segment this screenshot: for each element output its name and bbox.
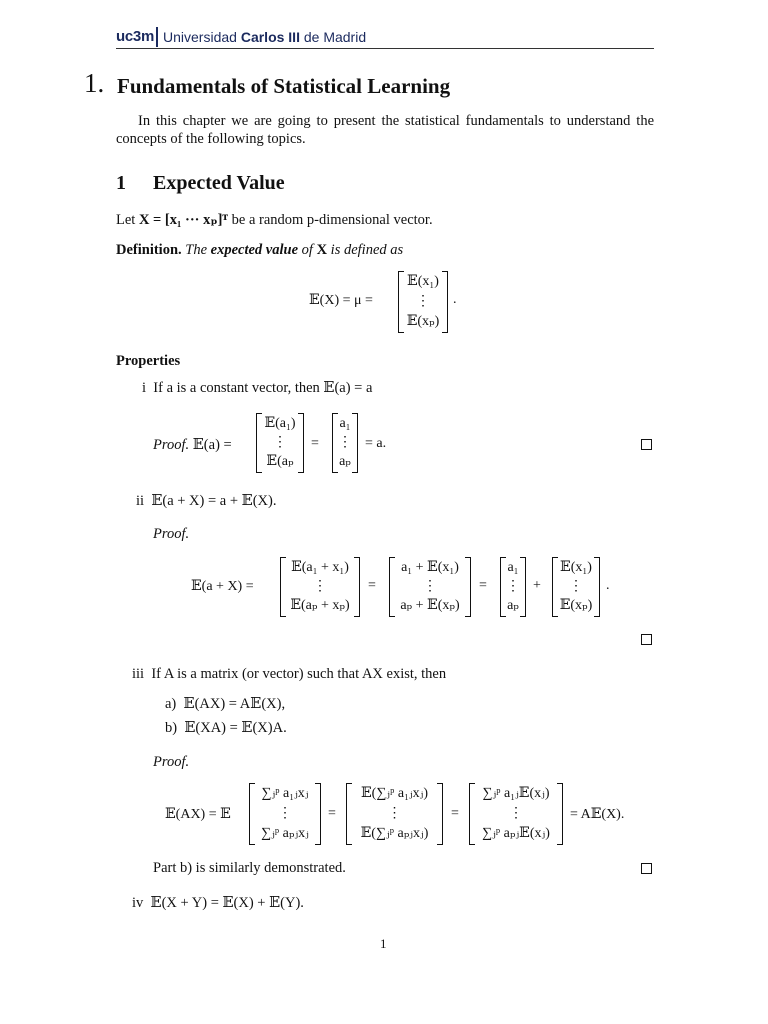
subitem-a: a) 𝔼(AX) = A𝔼(X), [165, 696, 286, 712]
matrix-entry: a₁ [507, 560, 519, 575]
matrix-entry: 𝔼(a₁ + x₁) [291, 560, 349, 575]
matrix-entry: ⋮ [387, 806, 402, 821]
matrix-entry: ⋮ [416, 294, 430, 309]
def-eq-matrix [398, 271, 448, 333]
page-number: 1 [380, 936, 387, 951]
chapter-title: Fundamentals of Statistical Learning [117, 74, 451, 98]
definition-line: Definition. The expected value of X is defined as [116, 242, 404, 258]
matrix-entry: aₚ + 𝔼(xₚ) [400, 598, 460, 613]
proof-1-label: Proof. 𝔼(a) = [153, 437, 232, 453]
header-separator [156, 27, 158, 47]
matrix-entry: aₚ [339, 454, 351, 469]
header-rule [116, 48, 654, 49]
matrix-entry: ⋮ [423, 579, 437, 594]
matrix-entry: ∑ⱼᵖ aₚⱼxⱼ [261, 826, 309, 841]
def-eq-end: . [453, 292, 457, 307]
property-iii: iii If A is a matrix (or vector) such that AX exist, then [132, 666, 447, 682]
matrix-entry: ∑ⱼᵖ aₚⱼ𝔼(xⱼ) [482, 826, 550, 841]
proof-3-label: Proof. [153, 754, 190, 770]
proof-2-lhs: 𝔼(a + X) = [191, 579, 254, 594]
proof-3-lhs: 𝔼(AX) = 𝔼 [165, 807, 231, 822]
equals-sign: = [451, 806, 459, 821]
chapter-intro: In this chapter we are going to present the statistical fundamentals to understand the concepts of the following topics. [116, 113, 654, 147]
qed-square-icon [641, 634, 652, 645]
uc3m-logo: uc3m [116, 28, 154, 45]
proof-3-matrix-1 [249, 783, 321, 845]
proof-3-matrix-3 [469, 783, 563, 845]
university-name: Universidad Carlos III de Madrid [163, 29, 367, 45]
qed-square-icon [641, 863, 652, 874]
matrix-entry: ⋮ [509, 806, 523, 821]
subitem-b: b) 𝔼(XA) = 𝔼(X)A. [165, 720, 287, 736]
equals-sign: = [368, 578, 376, 593]
matrix-entry: ∑ⱼᵖ a₁ⱼxⱼ [261, 786, 309, 801]
equals-sign: = [479, 578, 487, 593]
matrix-entry: 𝔼(aₚ + xₚ) [290, 598, 350, 613]
matrix-entry: ⋮ [278, 806, 292, 821]
proof-1-matrix-1 [256, 413, 304, 473]
proof-3-matrix-2 [346, 783, 443, 845]
matrix-entry: 𝔼(a₁) [264, 416, 296, 431]
part-b-note: Part b) is similarly demonstrated. [153, 860, 346, 876]
matrix-entry: ⋮ [313, 579, 327, 594]
equals-sign: = [311, 436, 319, 451]
proof-2-matrix-4 [552, 557, 600, 617]
matrix-entry: aₚ [507, 598, 519, 613]
matrix-entry: 𝔼(∑ⱼᵖ aₚⱼxⱼ) [360, 826, 429, 841]
proof-2-end: . [606, 578, 610, 593]
matrix-entry: a₁ + 𝔼(x₁) [401, 560, 459, 575]
property-ii: ii 𝔼(a + X) = a + 𝔼(X). [136, 493, 277, 509]
matrix-entry: ⋮ [273, 435, 287, 450]
property-i: i If a is a constant vector, then 𝔼(a) = a [142, 380, 373, 396]
matrix-entry: 𝔼(xₚ) [559, 598, 593, 613]
matrix-entry: ⋮ [506, 579, 520, 594]
matrix-entry: 𝔼(∑ⱼᵖ a₁ⱼxⱼ) [360, 786, 429, 801]
section-title: 1 Expected Value [116, 172, 285, 194]
matrix-entry: 𝔼(x₁) [407, 274, 439, 289]
matrix-entry: ⋮ [569, 579, 583, 594]
proof-2-matrix-3 [500, 557, 526, 617]
proof-3-end: = A𝔼(X). [570, 807, 625, 822]
property-iv: iv 𝔼(X + Y) = 𝔼(X) + 𝔼(Y). [132, 895, 304, 911]
matrix-entry: ⋮ [338, 435, 352, 450]
proof-1-end: = a. [365, 436, 387, 451]
def-eq-lhs: 𝔼(X) = μ = [309, 293, 373, 308]
proof-2-matrix-1 [280, 557, 360, 617]
plus-sign: + [533, 578, 541, 593]
matrix-entry: 𝔼(aₚ [266, 454, 294, 469]
matrix-entry: ∑ⱼᵖ a₁ⱼ𝔼(xⱼ) [482, 786, 550, 801]
proof-1-matrix-2 [332, 413, 358, 473]
proof-2-label: Proof. [153, 526, 190, 542]
chapter-number: 1. [84, 68, 105, 98]
proof-2-matrix-2 [389, 557, 471, 617]
matrix-entry: 𝔼(xₚ) [406, 314, 440, 329]
matrix-entry: 𝔼(x₁) [560, 560, 592, 575]
equals-sign: = [328, 806, 336, 821]
properties-heading: Properties [116, 353, 181, 369]
matrix-entry: a₁ [339, 416, 351, 431]
qed-square-icon [641, 439, 652, 450]
vector-definition-line: Let X = [x₁ ··· xₚ]ᵀ be a random p-dimensional vector. [116, 212, 433, 228]
